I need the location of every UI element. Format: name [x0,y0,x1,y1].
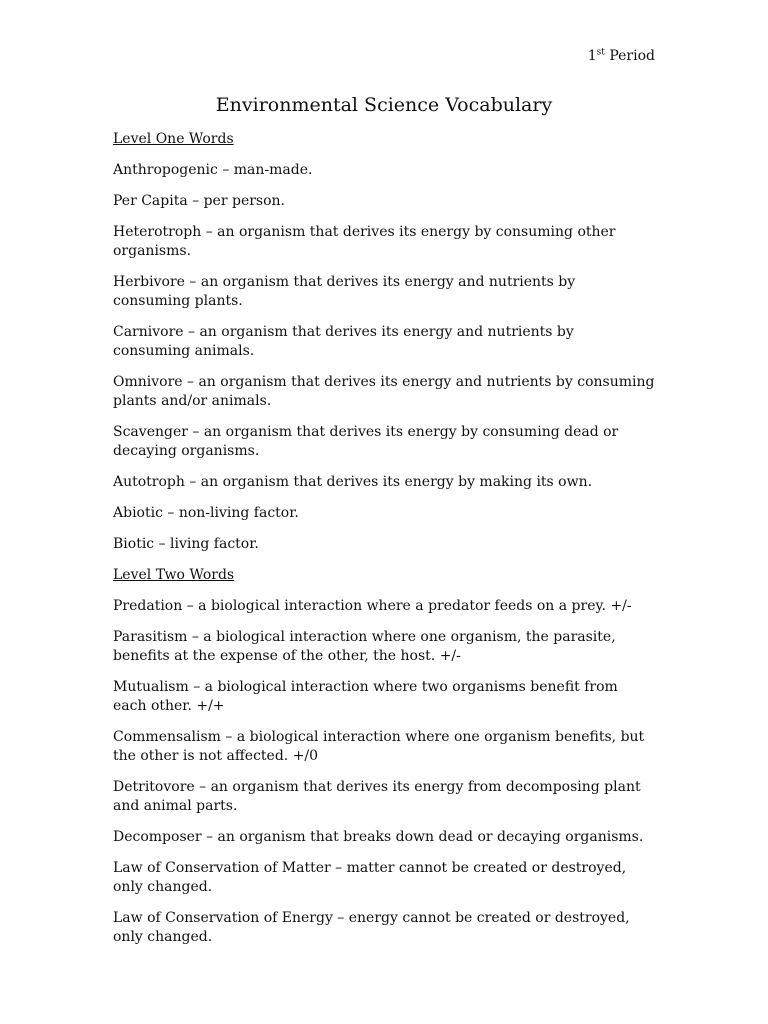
vocab-entry-conservation-of-energy: Law of Conservation of Energy – energy cannot be created or destroyed, only changed. [113,910,630,945]
document-title: Environmental Science Vocabulary [215,94,553,116]
vocab-entry-detritovore: Detritovore – an organism that derives its energy from decomposing plant and animal parts. [113,779,641,814]
vocab-entry-anthropogenic: Anthropogenic – man-made. [113,162,313,178]
vocab-entry-per-capita: Per Capita – per person. [113,193,285,209]
section-heading: Level Two Words [113,567,235,583]
vocab-entry-predation: Predation – a biological interaction where a predator feeds on a prey. +/- [113,598,632,614]
vocab-entry-herbivore: Herbivore – an organism that derives its energy and nutrients by consuming plants. [113,274,576,309]
vocab-entry-commensalism: Commensalism – a biological interaction where one organism benefits, but the other is not affected. +/0 [113,729,645,764]
vocab-entry-autotroph: Autotroph – an organism that derives its energy by making its own. [113,474,593,490]
vocab-entry-mutualism: Mutualism – a biological interaction where two organisms benefit from each other. +/+ [113,679,618,714]
vocab-entry-carnivore: Carnivore – an organism that derives its energy and nutrients by consuming animals. [113,324,574,359]
period-word: Period [609,48,655,64]
vocabulary-content [113,130,655,959]
vocab-entry-scavenger: Scavenger – an organism that derives its energy by consuming dead or decaying organisms. [113,424,619,459]
vocab-entry-biotic: Biotic – living factor. [113,536,259,552]
vocab-entry-heterotroph: Heterotroph – an organism that derives its energy by consuming other organisms. [113,224,616,259]
vocab-entry-parasitism: Parasitism – a biological interaction where one organism, the parasite, benefits at the expense of the other, the host. +/- [113,629,616,664]
section-heading: Level One Words [113,131,234,147]
period-label [588,46,655,66]
vocab-entry-decomposer: Decomposer – an organism that breaks down dead or decaying organisms. [113,829,644,845]
section-level-two [113,566,655,947]
vocab-entry-abiotic: Abiotic – non-living factor. [113,505,299,521]
vocab-entry-omnivore: Omnivore – an organism that derives its energy and nutrients by consuming plants and/or animals. [113,374,655,409]
period-suffix: st [596,47,605,58]
period-number: 1 [587,48,597,64]
vocab-entry-conservation-of-matter: Law of Conservation of Matter – matter cannot be created or destroyed, only changed. [113,860,627,895]
section-level-one [113,130,655,554]
